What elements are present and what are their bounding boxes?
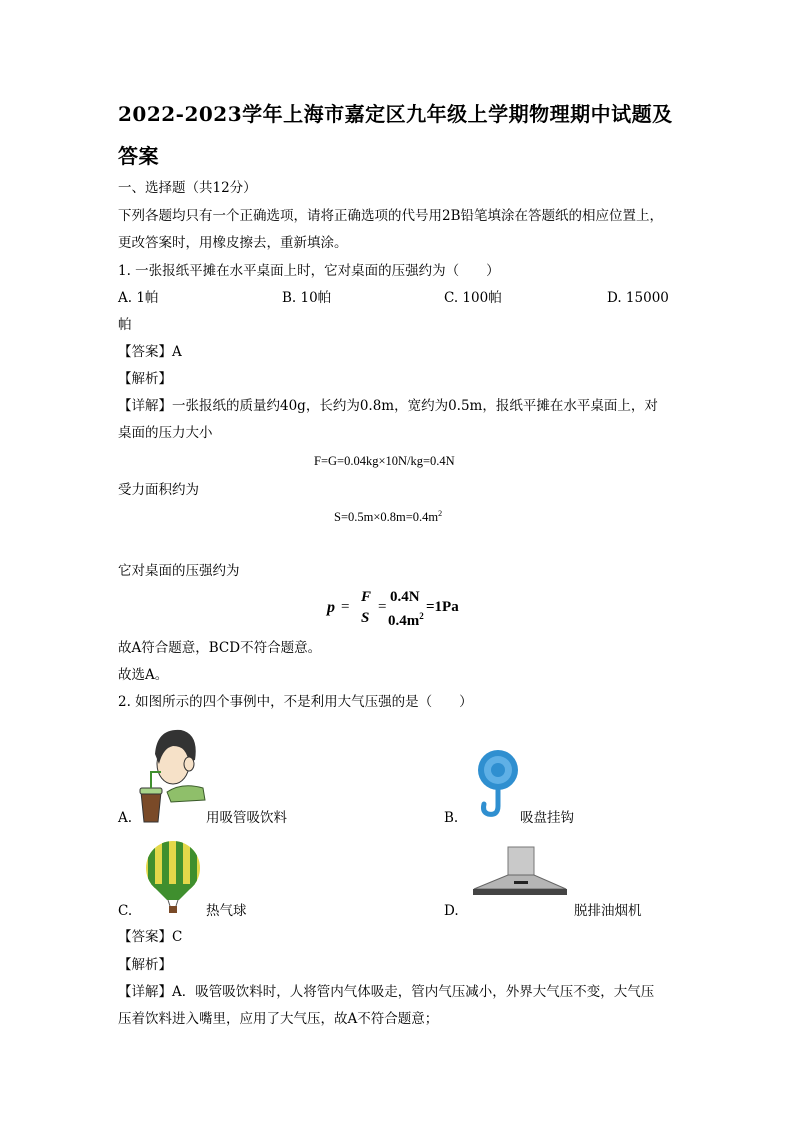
formula-p: p [327, 599, 335, 616]
q1-stem: 1. 一张报纸平摊在水平桌面上时，它对桌面的压强约为（ ） [118, 263, 500, 279]
q1-option-d-wrap: 帕 [118, 317, 132, 333]
q2-option-d-caption: 脱排油烟机 [574, 903, 642, 919]
q1-option-c: C. 100帕 [444, 290, 502, 306]
formula-result: =1Pa [426, 599, 459, 615]
formula-numerator-f: F [361, 589, 372, 605]
range-hood-image [470, 845, 570, 900]
q2-option-c-caption: 热气球 [206, 903, 247, 919]
q1-analysis-tag: 【解析】 [118, 371, 172, 387]
q2-option-b-letter: B. [444, 810, 459, 826]
q1-pressure-text: 它对桌面的压强约为 [118, 563, 240, 579]
person-drinking-straw-image [137, 720, 207, 820]
suction-hook-image [474, 748, 524, 818]
section-heading: 一、选择题（共12分） [118, 180, 257, 196]
den-sup: 2 [419, 611, 424, 621]
q2-option-a-letter: A. [118, 810, 133, 826]
instructions-line-2: 更改答案时，用橡皮擦去，重新填涂。 [118, 235, 348, 251]
q2-option-d-letter: D. [444, 903, 459, 919]
page-title: 2022-2023学年上海市嘉定区九年级上学期物理期中试题及 [118, 102, 673, 126]
q1-detail-line-1 [118, 396, 658, 416]
answer-tag: 【答案】 [118, 929, 172, 945]
q2-option-a-caption: 用吸管吸饮料 [206, 810, 287, 826]
q1-choice: 故选A。 [118, 667, 169, 683]
q1-formula-force: F=G=0.04kg×10N/kg=0.4N [314, 454, 455, 468]
formula-equals-1: = [341, 599, 350, 615]
den-main: 0.4m [388, 613, 420, 629]
q2-detail-line-2: 压着饮料进入嘴里，应用了大气压，故A不符合题意； [118, 1011, 439, 1027]
q1-area-text: 受力面积约为 [118, 482, 199, 498]
formula-equals-2: = [378, 599, 387, 615]
q2-stem: 2. 如图所示的四个事例中，不是利用大气压强的是（ ） [118, 694, 473, 710]
q2-answer [118, 927, 182, 947]
detail-text: A．吸管吸饮料时，人将管内气体吸走，管内气压减小，外界大气压不变，大气压 [172, 984, 655, 1000]
answer-value: A [172, 344, 182, 360]
answer-tag: 【答案】 [118, 344, 172, 360]
detail-tag: 【详解】 [118, 984, 172, 1000]
instructions-line-1: 下列各题均只有一个正确选项，请将正确选项的代号用2B铅笔填涂在答题纸的相应位置上， [118, 208, 664, 224]
q1-option-b: B. 10帕 [282, 290, 332, 306]
q1-conclusion: 故A符合题意，BCD不符合题意。 [118, 640, 322, 656]
formula-area-main: S=0.5m×0.8m=0.4m [334, 510, 439, 525]
q1-formula-area [334, 509, 442, 525]
q2-analysis-tag: 【解析】 [118, 957, 172, 973]
detail-text: 一张报纸的质量约40g，长约为0.8m，宽约为0.5m，报纸平摊在水平桌面上，对 [172, 398, 658, 414]
q2-option-b-caption: 吸盘挂钩 [520, 810, 574, 826]
q2-detail-line-1 [118, 982, 654, 1002]
q2-option-c-letter: C. [118, 903, 133, 919]
formula-denominator-s: S [361, 610, 370, 626]
page-title-continued: 答案 [118, 144, 159, 168]
hot-air-balloon-image [143, 840, 203, 915]
formula-area-sup: 2 [438, 509, 443, 518]
detail-tag: 【详解】 [118, 398, 172, 414]
q1-detail-line-2: 桌面的压力大小 [118, 425, 213, 441]
q1-option-a: A. 1帕 [118, 290, 159, 306]
formula-denominator-value [388, 611, 424, 630]
answer-value: C [172, 929, 183, 945]
formula-numerator-value: 0.4N [390, 589, 420, 605]
q1-answer [118, 342, 182, 362]
q1-option-d: D. 15000 [607, 290, 669, 306]
